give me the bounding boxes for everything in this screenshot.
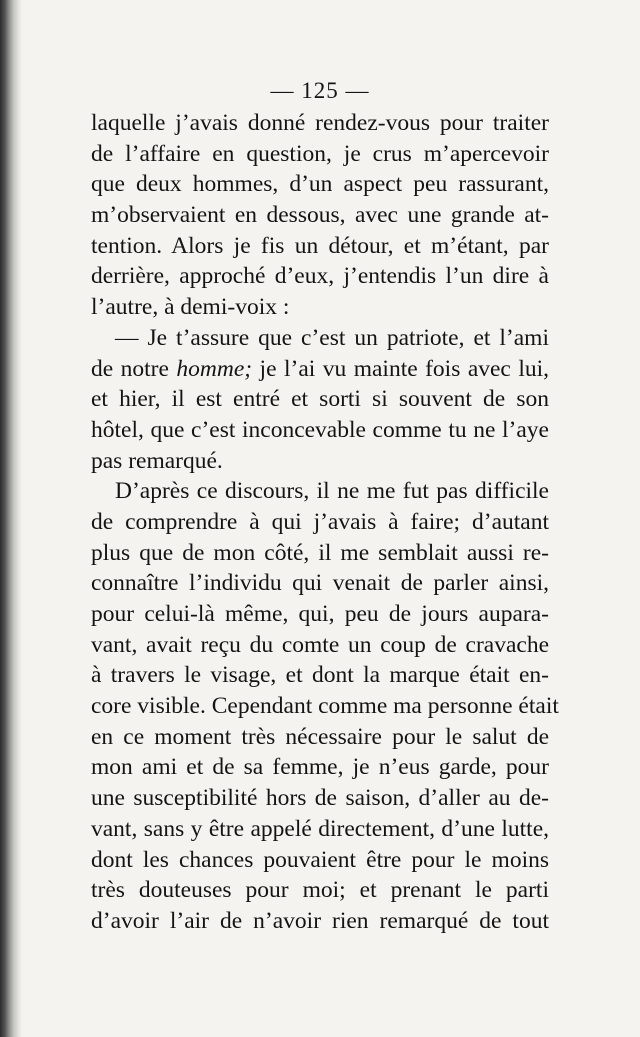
text-line: m’observaient en dessous, avec une grande at- [91, 202, 549, 229]
text-line: une susceptibilité hors de saison, d’aller au de- [91, 785, 549, 812]
page-number: — 125 — [270, 78, 370, 103]
text-line: en ce moment très nécessaire pour le salut de [91, 723, 549, 750]
italic-word: homme; [176, 355, 253, 382]
text-line: hôtel, que c’est inconcevable comme tu ne l’aye [91, 416, 549, 443]
text-line: de comprendre à qui j’avais à faire; d’autant [91, 508, 549, 535]
text-line: laquelle j’avais donné rendez-vous pour traiter [91, 110, 549, 136]
text-line: connaître l’individu qui venait de parler ainsi, [91, 570, 549, 597]
text-line: l’autre, à demi-voix : [91, 294, 290, 321]
text-line: à travers le visage, et dont la marque était en- [91, 662, 549, 689]
text-line: et hier, il est entré et sorti si souvent de son [91, 386, 549, 413]
text-line: que deux hommes, d’un aspect peu rassurant, [91, 171, 549, 198]
text-line: vant, avait reçu du comte un coup de cravache [91, 631, 549, 658]
text-line: plus que de mon côté, il me semblait aussi re- [91, 539, 549, 566]
text-line: de l’affaire en question, je crus m’apercevoir [91, 140, 549, 167]
text-line: pour celui-là même, qui, peu de jours aupara- [91, 601, 549, 627]
book-spine-shadow [0, 0, 22, 1037]
text-line: mon ami et de sa femme, je n’eus garde, pour [91, 754, 549, 781]
text-line: pas remarqué. [91, 447, 223, 474]
text-line: dont les chances pouvaient être pour le moins [91, 846, 549, 873]
text-line: derrière, approché d’eux, j’entendis l’un dire à [91, 263, 549, 290]
body-text [91, 108, 559, 937]
text-line: d’avoir l’air de n’avoir rien remarqué de tout [91, 907, 549, 934]
text-line: — Je t’assure que c’est un patriote, et l’ami [115, 324, 549, 351]
text-line: D’après ce discours, il ne me fut pas difficile [115, 478, 549, 505]
text-line: core visible. Cependant comme ma personne était [91, 693, 559, 720]
text-line-with-italic [91, 354, 549, 385]
text-run: je l’ai vu mainte fois avec lui, [252, 355, 549, 382]
text-line: très douteuses pour moi; et prenant le parti [91, 877, 549, 904]
text-line: vant, sans y être appelé directement, d’une lutte, [91, 815, 549, 842]
text-line: tention. Alors je fis un détour, et m’étant, par [91, 232, 549, 259]
text-run: de notre [91, 355, 177, 382]
